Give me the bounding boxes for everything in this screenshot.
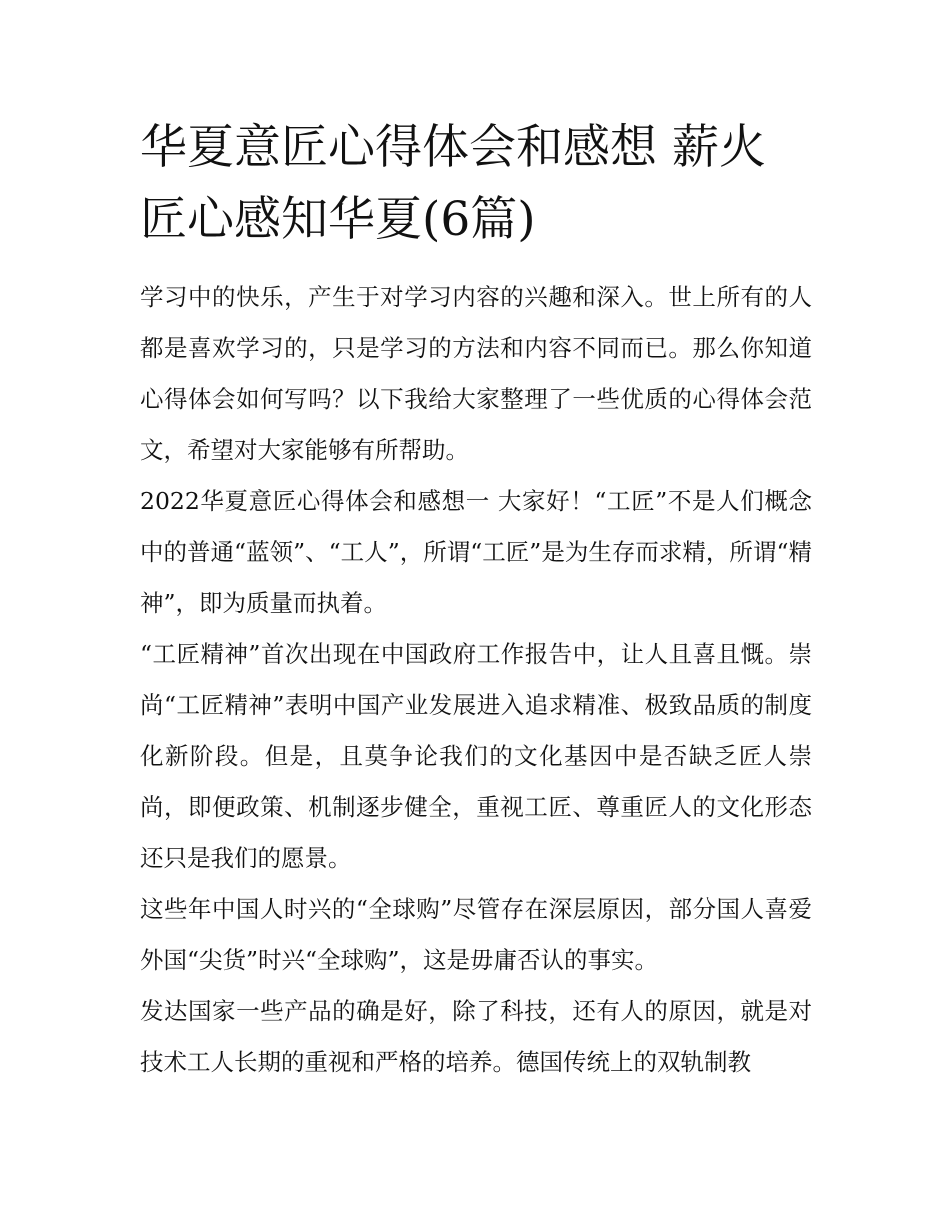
paragraph-1: 2022华夏意匠心得体会和感想一 大家好！“工匠”不是人们概念中的普通“蓝领”、“工人”，所谓“工匠”是为生存而求精，所谓“精神”，即为质量而执着。 [140, 487, 812, 617]
paragraph-intro: 学习中的快乐，产生于对学习内容的兴趣和深入。世上所有的人都是喜欢学习的，只是学习的方法和内容不同而已。那么你知道心得体会如何写吗？以下我给大家整理了一些优质的心得体会范文，希望对大家能够有所帮助。 [140, 283, 812, 464]
paragraph-4: 发达国家一些产品的确是好，除了科技，还有人的原因，就是对技术工人长期的重视和严格的培养。德国传统上的双轨制教 [140, 997, 812, 1076]
paragraph-3: 这些年中国人时兴的“全球购”尽管存在深层原因，部分国人喜爱外国“尖货”时兴“全球购”，这是毋庸否认的事实。 [140, 895, 812, 974]
document-page [140, 112, 812, 1088]
document-title: 华夏意匠心得体会和感想 薪火匠心感知华夏(6篇) [140, 120, 766, 247]
paragraph-2: “工匠精神”首次出现在中国政府工作报告中，让人且喜且慨。崇尚“工匠精神”表明中国产业发展进入追求精准、极致品质的制度化新阶段。但是，且莫争论我们的文化基因中是否缺乏匠人崇尚，即便政策、机制逐步健全，重视工匠、尊重匠人的文化形态还只是我们的愿景。 [140, 640, 812, 872]
